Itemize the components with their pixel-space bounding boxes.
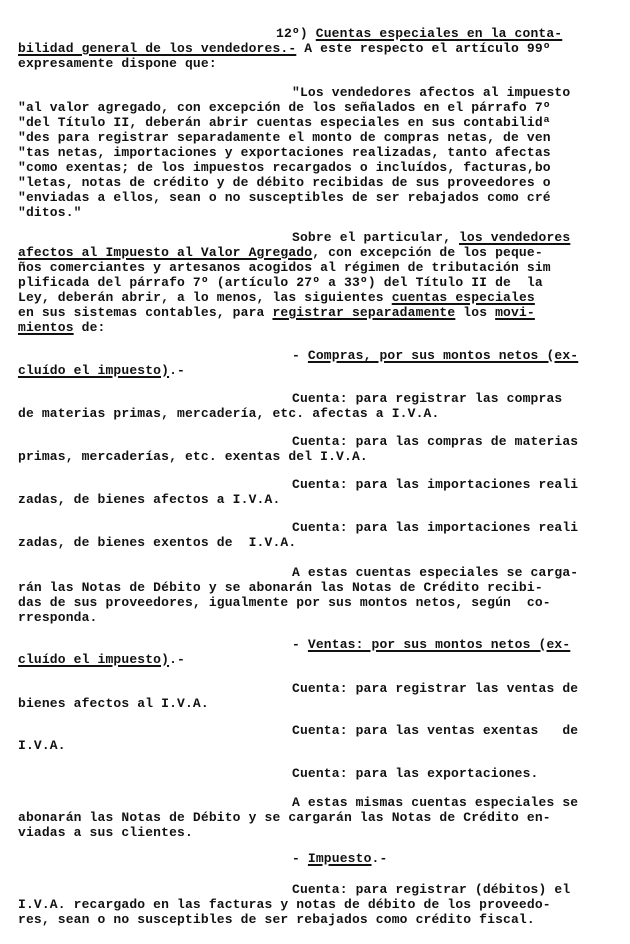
account-line: primas, mercaderías, etc. exentas del I.V.A.: [18, 449, 368, 464]
quote-line: "des para registrar separadamente el monto de compras netas, de ven: [18, 130, 551, 145]
section-title-part-2: bilidad general de los vendedores.-: [18, 41, 297, 56]
account-line: Cuenta: para registrar (débitos) el: [292, 882, 571, 897]
paragraph-line: [292, 231, 570, 245]
account-line: res, sean o no susceptibles de ser rebajados como crédito fiscal.: [18, 912, 535, 927]
text-run: .-: [169, 363, 185, 378]
underlined-text: afectos al Impuesto al Valor Agregado: [18, 245, 313, 260]
note-line: A estas cuentas especiales se carga-: [292, 565, 579, 580]
quote-line: "del Título II, deberán abrir cuentas especiales en sus contabilidª: [18, 115, 551, 130]
impuesto-heading: [292, 852, 387, 866]
paragraph-line: [18, 291, 535, 305]
account-line: zadas, de bienes afectos a I.V.A.: [18, 492, 281, 507]
quote-line: "ditos.": [18, 205, 82, 220]
quote-line: "Los vendedores afectos al impuesto: [292, 85, 571, 100]
text-run: en sus sistemas contables, para: [18, 305, 273, 320]
note-line: viadas a sus clientes.: [18, 825, 193, 840]
quote-line: "enviadas a ellos, sean o no susceptibles de ser rebajados como cré: [18, 190, 551, 205]
account-line: Cuenta: para las importaciones reali: [292, 520, 579, 535]
compras-title-cont: cluído el impuesto): [18, 363, 170, 378]
account-line: de materias primas, mercadería, etc. afectas a I.V.A.: [18, 406, 440, 421]
underlined-text: cuentas especiales: [391, 290, 535, 305]
account-line: Cuenta: para las importaciones reali: [292, 477, 579, 492]
account-line: I.V.A.: [18, 738, 66, 753]
quote-line: "letas, notas de crédito y de débito recibidas de sus proveedores o: [18, 175, 551, 190]
section-number: 12º): [276, 26, 308, 41]
account-line: Cuenta: para las exportaciones.: [292, 766, 539, 781]
note-line: das de sus proveedores, igualmente por sus montos netos, según co-: [18, 595, 551, 610]
section-heading-tail: A este respecto el artículo 99º: [296, 41, 551, 56]
dash-marker: -: [292, 851, 308, 866]
account-line: I.V.A. recargado en las facturas y notas de débito de los proveedo-: [18, 897, 551, 912]
account-line: Cuenta: para las compras de materias: [292, 434, 579, 449]
account-line: Cuenta: para registrar las compras: [292, 391, 563, 406]
note-line: rán las Notas de Débito y se abonarán las Notas de Crédito recibi-: [18, 580, 543, 595]
ventas-title-cont: cluído el impuesto): [18, 652, 170, 667]
note-line: A estas mismas cuentas especiales se: [292, 795, 579, 810]
dash-marker: -: [292, 348, 308, 363]
text-run: .-: [371, 851, 388, 866]
paragraph-line: [18, 246, 543, 260]
paragraph-line: plificada del párrafo 7º (artículo 27º a 33º) del Título II de la: [18, 275, 543, 290]
account-line: Cuenta: para registrar las ventas de: [292, 681, 579, 696]
section-heading-line-2: [18, 42, 551, 56]
ventas-heading-line-1: [292, 638, 570, 652]
compras-title: Compras, por sus montos netos (ex-: [307, 348, 579, 363]
ventas-title: Ventas: por sus montos netos (ex-: [307, 637, 571, 652]
text-run: .-: [169, 652, 185, 667]
underlined-text: registrar separadamente: [272, 305, 456, 320]
paragraph-line: [18, 321, 105, 335]
ventas-heading-line-2: [18, 653, 185, 667]
paragraph-line: [18, 306, 535, 320]
underlined-text: los vendedores: [458, 230, 571, 245]
note-line: rresponda.: [18, 610, 98, 625]
paragraph-line: ños comerciantes y artesanos acogidos al régimen de tributación sim: [18, 260, 551, 275]
text-run: , con excepción de los peque-: [312, 245, 543, 260]
section-title-part-1: Cuentas especiales en la conta-: [315, 26, 563, 41]
account-line: zadas, de bienes exentos de I.V.A.: [18, 535, 297, 550]
text-run: Ley, deberán abrir, a lo menos, las siguientes: [18, 290, 392, 305]
compras-heading-line-1: [292, 349, 578, 363]
quote-line: "al valor agregado, con excepción de los señalados en el párrafo 7º: [18, 100, 551, 115]
quote-line: "como exentas; de los impuestos recargados o incluídos, facturas,bo: [18, 160, 551, 175]
account-line: Cuenta: para las ventas exentas de: [292, 723, 579, 738]
text-run: los: [455, 305, 496, 320]
note-line: abonarán las Notas de Débito y se cargarán las Notas de Crédito en-: [18, 810, 551, 825]
underlined-text: movi-: [495, 305, 535, 320]
text-run: Sobre el particular,: [292, 230, 459, 245]
section-heading-line-3: expresamente dispone que:: [18, 56, 217, 71]
dash-marker: -: [292, 637, 308, 652]
impuesto-title: Impuesto: [307, 851, 372, 866]
account-line: bienes afectos al I.V.A.: [18, 696, 209, 711]
text-run: de:: [73, 320, 106, 335]
compras-heading-line-2: [18, 364, 185, 378]
section-heading-line-1: [276, 27, 562, 41]
quote-line: "tas netas, importaciones y exportaciones realizadas, tanto afectas: [18, 145, 551, 160]
underlined-text: mientos: [18, 320, 74, 335]
